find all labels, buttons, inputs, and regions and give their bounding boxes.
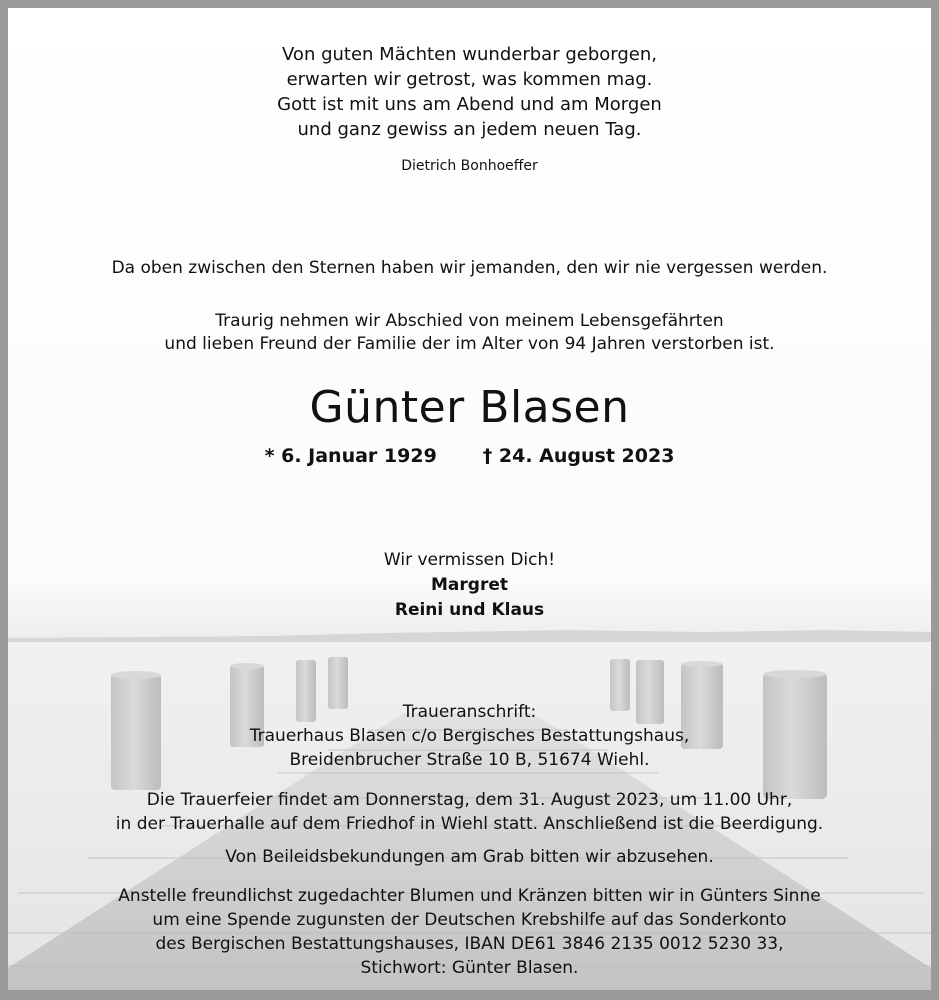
poem-line: Von guten Mächten wunderbar geborgen, (282, 44, 657, 65)
poem-line: erwarten wir getrost, was kommen mag. (286, 69, 653, 90)
poem-line: Gott ist mit uns am Abend und am Morgen (277, 94, 662, 115)
donation-line: Stichwort: Günter Blasen. (360, 958, 579, 978)
death-date: † 24. August 2023 (482, 445, 675, 467)
service-line: in der Trauerhalle auf dem Friedhof in Wiehl statt. Anschließend ist die Beerdigung. (115, 814, 824, 834)
deceased-name: Günter Blasen (309, 382, 630, 433)
farewell-line: und lieben Freund der Familie der im Alter von 94 Jahren verstorben ist. (164, 334, 775, 354)
mourners (8, 548, 931, 623)
birth-date: * 6. Januar 1929 (264, 445, 437, 467)
intro-text: Da oben zwischen den Sternen haben wir jemanden, den wir nie vergessen werden. (111, 258, 828, 278)
donation-line: um eine Spende zugunsten der Deutschen Krebshilfe auf das Sonderkonto (152, 910, 787, 930)
mourning-address (8, 700, 931, 772)
donation-info (8, 884, 931, 980)
life-dates (8, 445, 931, 467)
address-line: Trauerhaus Blasen c/o Bergisches Bestattungshaus, (249, 726, 690, 746)
obituary-text (8, 8, 931, 990)
donation-line: des Bergischen Bestattungshauses, IBAN DE61 3846 2135 0012 5230 33, (155, 934, 784, 954)
funeral-service-info (8, 788, 931, 836)
condolence-note: Von Beileidsbekundungen am Grab bitten wir abzusehen. (225, 847, 714, 867)
farewell-line: Traurig nehmen wir Abschied von meinem Lebensgefährten (215, 311, 724, 331)
address-line: Breidenbrucher Straße 10 B, 51674 Wiehl. (289, 750, 650, 770)
farewell-text (8, 310, 931, 356)
address-line: Traueranschrift: (402, 702, 537, 722)
poem-author: Dietrich Bonhoeffer (401, 158, 538, 174)
service-line: Die Trauerfeier findet am Donnerstag, dem 31. August 2023, um 11.00 Uhr, (146, 790, 793, 810)
donation-line: Anstelle freundlichst zugedachter Blumen und Kränzen bitten wir in Günters Sinne (118, 886, 821, 906)
mourners-message: Wir vermissen Dich! (383, 550, 556, 570)
mourner-name: Margret (431, 575, 508, 595)
poem (8, 42, 931, 142)
obituary-card (8, 8, 931, 990)
mourner-name: Reini und Klaus (394, 600, 545, 620)
poem-line: und ganz gewiss an jedem neuen Tag. (297, 119, 642, 140)
